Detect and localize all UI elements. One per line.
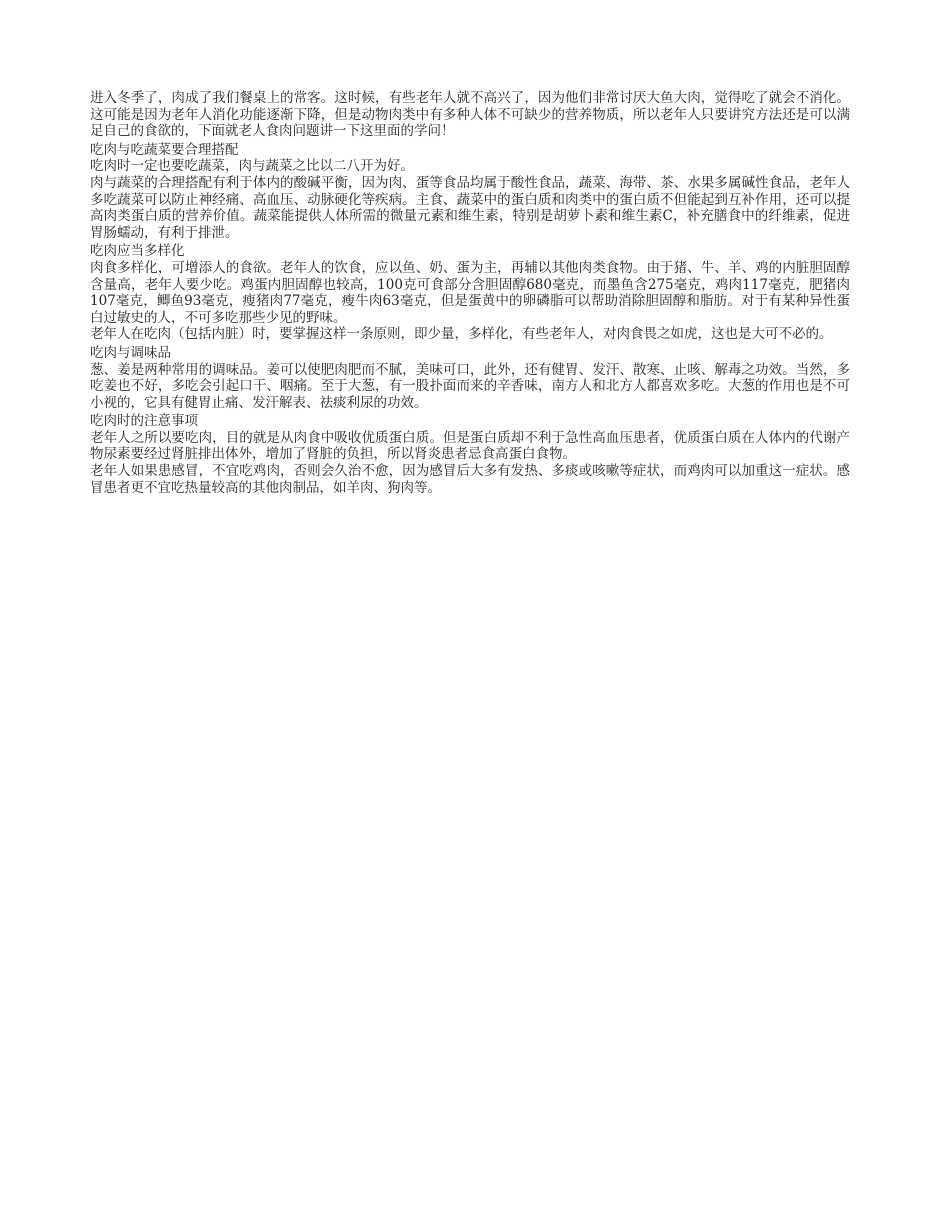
section-paragraph: 老年人之所以要吃肉，目的就是从肉食中吸收优质蛋白质。但是蛋白质却不利于急性高血压患者，优质蛋白质在人体内的代谢产物尿素要经过肾脏排出体外，增加了肾脏的负担，所以肾炎患者忌食高蛋白食物。 <box>90 429 850 463</box>
intro-paragraph: 进入冬季了，肉成了我们餐桌上的常客。这时候，有些老年人就不高兴了，因为他们非常讨厌大鱼大肉，觉得吃了就会不消化。这可能是因为老年人消化功能逐渐下降，但是动物肉类中有多种人体不可缺少的营养物质，所以老年人只要讲究方法还是可以满足自己的食欲的，下面就老人食肉问题讲一下这里面的学问！ <box>90 90 850 140</box>
section-heading-variety: 吃肉应当多样化 <box>90 243 185 260</box>
section-paragraph: 老年人在吃肉（包括内脏）时，要掌握这样一条原则，即少量，多样化，有些老年人，对肉食畏之如虎，这也是大可不必的。 <box>90 326 833 343</box>
section-paragraph: 老年人如果患感冒，不宜吃鸡肉，否则会久治不愈，因为感冒后大多有发热、多痰或咳嗽等症状，而鸡肉可以加重这一症状。感冒患者更不宜吃热量较高的其他肉制品，如羊肉、狗肉等。 <box>90 463 850 496</box>
section-paragraph: 葱、姜是两种常用的调味品。姜可以使肥肉肥而不腻，美味可口，此外，还有健胃、发汗、散寒、止咳、解毒之功效。当然，多吃姜也不好，多吃会引起口干、咽痛。至于大葱，有一股扑面而来的辛香味，南方人和北方人都喜欢多吃。大葱的作用也是不可小视的，它具有健胃止痛、发汗解表、祛痰利尿的功效。 <box>90 361 850 411</box>
section-paragraph: 吃肉时一定也要吃蔬菜，肉与蔬菜之比以二八开为好。 <box>90 158 414 175</box>
section-heading-vegetables: 吃肉与吃蔬菜要合理搭配 <box>90 141 239 158</box>
section-paragraph: 肉食多样化，可增添人的食欲。老年人的饮食，应以鱼、奶、蛋为主，再辅以其他肉类食物。由于猪、牛、羊、鸡的内脏胆固醇含量高，老年人要少吃。鸡蛋内胆固醇也较高，100克可食部分含胆固醇680毫克，而墨鱼含275毫克，鸡肉117毫克，肥猪肉107毫克，鲫鱼93毫克，瘦猪肉77毫克，瘦牛肉63毫克，但是蛋黄中的卵磷脂可以帮助消除胆固醇和脂肪。对于有某种异性蛋白过敏史的人，不可多吃那些少见的野味。 <box>90 259 850 326</box>
section-heading-precautions: 吃肉时的注意事项 <box>90 413 198 430</box>
article-body <box>90 90 850 496</box>
section-paragraph: 肉与蔬菜的合理搭配有利于体内的酸碱平衡，因为肉、蛋等食品均属于酸性食品，蔬菜、海带、茶、水果多属碱性食品，老年人多吃蔬菜可以防止神经痛、高血压、动脉硬化等疾病。主食、蔬菜中的蛋白质和肉类中的蛋白质不但能起到互补作用，还可以提高肉类蛋白质的营养价值。蔬菜能提供人体所需的微量元素和维生素，特别是胡萝卜素和维生素C，补充膳食中的纤维素，促进胃肠蠕动，有利于排泄。 <box>90 174 850 241</box>
section-heading-seasoning: 吃肉与调味品 <box>90 344 171 361</box>
